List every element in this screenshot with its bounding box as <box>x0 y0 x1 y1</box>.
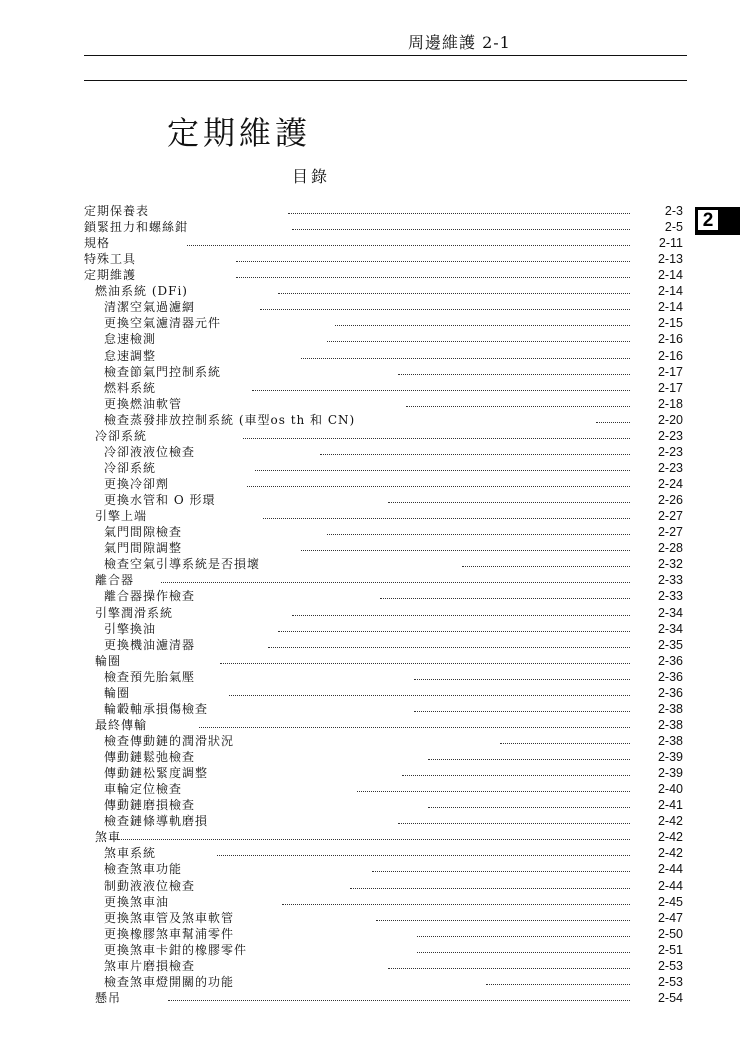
toc-entry-page: 2-44 <box>657 862 683 877</box>
dot-leader <box>278 293 630 294</box>
toc-entry-label: 更換機油濾清器 <box>104 637 196 652</box>
dot-leader <box>292 229 630 230</box>
toc-entry-label: 特殊工具 <box>84 252 137 267</box>
toc-entry[interactable] <box>0 380 740 396</box>
toc-entry-page: 2-36 <box>657 669 683 684</box>
toc-entry-label: 離合器操作檢查 <box>104 589 196 604</box>
toc-entry-page: 2-34 <box>657 605 683 620</box>
toc-entry-label: 檢查鏈條導軌磨損 <box>104 814 209 829</box>
toc-entry[interactable] <box>0 267 740 283</box>
toc-entry[interactable] <box>0 299 740 315</box>
toc-entry-label: 怠速調整 <box>104 348 157 363</box>
toc-entry-page: 2-44 <box>657 878 683 893</box>
toc-entry-label: 冷卻系統 <box>104 460 157 475</box>
toc-entry[interactable] <box>0 572 740 588</box>
dot-leader <box>288 213 630 214</box>
toc-entry-label: 輪圈 <box>104 685 131 700</box>
dot-leader <box>292 615 630 616</box>
toc-entry-label: 冷卻系統 <box>95 428 148 443</box>
toc-entry-label: 輪圈 <box>95 653 122 668</box>
dot-leader <box>335 325 630 326</box>
toc-entry-page: 2-38 <box>657 717 683 732</box>
dot-leader <box>414 679 630 680</box>
toc-entry-page: 2-23 <box>657 444 683 459</box>
dot-leader <box>229 695 630 696</box>
toc-entry-page: 2-28 <box>657 541 683 556</box>
toc-entry-page: 2-36 <box>657 653 683 668</box>
toc-entry-page: 2-42 <box>657 846 683 861</box>
toc-entry-page: 2-17 <box>657 380 683 395</box>
toc-entry-label: 懸吊 <box>95 990 122 1005</box>
toc-entry-page: 2-23 <box>657 460 683 475</box>
toc-entry-label: 檢查蒸發排放控制系統 (車型os th 和 CN) <box>104 412 356 427</box>
toc-entry[interactable] <box>0 460 740 476</box>
toc-entry[interactable] <box>0 653 740 669</box>
toc-entry[interactable] <box>0 331 740 347</box>
toc-entry[interactable] <box>0 621 740 637</box>
toc-entry-label: 煞車系統 <box>104 846 157 861</box>
dot-leader <box>301 358 630 359</box>
dot-leader <box>500 743 630 744</box>
dot-leader <box>486 984 630 985</box>
toc-entry-page: 2-53 <box>657 974 683 989</box>
toc-entry-page: 2-40 <box>657 782 683 797</box>
toc-entry[interactable] <box>0 685 740 701</box>
toc-entry[interactable] <box>0 669 740 685</box>
header-rule-top <box>84 55 687 56</box>
toc-entry-page: 2-35 <box>657 637 683 652</box>
toc-entry[interactable] <box>0 717 740 733</box>
toc-entry-page: 2-45 <box>657 894 683 909</box>
toc-entry-page: 2-20 <box>657 412 683 427</box>
dot-leader <box>350 888 630 889</box>
toc-entry[interactable] <box>0 251 740 267</box>
dot-leader <box>161 582 630 583</box>
dot-leader <box>217 855 630 856</box>
toc-entry-label: 怠速檢測 <box>104 332 157 347</box>
toc-entry[interactable] <box>0 508 740 524</box>
toc-entry[interactable] <box>0 203 740 219</box>
toc-entry-page: 2-18 <box>657 396 683 411</box>
dot-leader <box>247 486 630 487</box>
toc-entry-label: 氣門間隙檢查 <box>104 525 183 540</box>
header-rule-bottom <box>84 80 687 81</box>
dot-leader <box>187 245 630 246</box>
toc-entry-label: 檢查預先胎氣壓 <box>104 669 196 684</box>
dot-leader <box>236 277 630 278</box>
dot-leader <box>388 502 630 503</box>
toc-entry[interactable] <box>0 235 740 251</box>
toc-entry-label: 制動液液位檢查 <box>104 878 196 893</box>
dot-leader <box>168 1000 630 1001</box>
toc-entry-page: 2-17 <box>657 364 683 379</box>
toc-entry-label: 更換煞車管及煞車軟管 <box>104 910 235 925</box>
dot-leader <box>282 904 630 905</box>
toc-entry-page: 2-33 <box>657 589 683 604</box>
toc-entry-label: 檢查煞車功能 <box>104 862 183 877</box>
toc-entry[interactable] <box>0 781 740 797</box>
dot-leader <box>199 727 630 728</box>
toc-entry[interactable] <box>0 315 740 331</box>
dot-leader <box>398 823 630 824</box>
dot-leader <box>417 952 630 953</box>
toc-entry[interactable] <box>0 444 740 460</box>
toc-entry-label: 離合器 <box>95 573 135 588</box>
toc-entry-label: 燃料系統 <box>104 380 157 395</box>
toc-entry[interactable] <box>0 845 740 861</box>
toc-entry[interactable] <box>0 990 740 1006</box>
toc-entry[interactable] <box>0 878 740 894</box>
toc-entry-label: 鎖緊扭力和螺絲鉗 <box>84 220 189 235</box>
toc-entry[interactable] <box>0 942 740 958</box>
toc-entry-label: 引擎上端 <box>95 509 148 524</box>
toc-entry[interactable] <box>0 733 740 749</box>
toc-entry[interactable] <box>0 364 740 380</box>
toc-entry-label: 更換水管和 O 形環 <box>104 493 216 508</box>
dot-leader <box>320 454 630 455</box>
toc-entry-label: 引擎換油 <box>104 621 157 636</box>
toc-entry-label: 檢查傳動鏈的潤滑狀況 <box>104 733 235 748</box>
toc-entry-page: 2-16 <box>657 348 683 363</box>
dot-leader <box>428 807 630 808</box>
toc-heading: 目錄 <box>292 167 331 186</box>
dot-leader <box>402 775 630 776</box>
toc-entry-page: 2-24 <box>657 477 683 492</box>
toc-entry-label: 檢查節氣門控制系統 <box>104 364 222 379</box>
toc-entry-label: 更換煞車卡鉗的橡膠零件 <box>104 942 248 957</box>
dot-leader <box>372 871 630 872</box>
dot-leader <box>596 422 630 423</box>
toc-entry[interactable] <box>0 861 740 877</box>
toc-entry[interactable] <box>0 412 740 428</box>
toc-entry[interactable] <box>0 765 740 781</box>
dot-leader <box>278 631 630 632</box>
toc-entry[interactable] <box>0 219 740 235</box>
dot-leader <box>255 470 630 471</box>
dot-leader <box>263 518 630 519</box>
toc-entry[interactable] <box>0 556 740 572</box>
toc-entry-page: 2-15 <box>657 316 683 331</box>
toc-entry-label: 引擎潤滑系統 <box>95 605 174 620</box>
toc-entry[interactable] <box>0 396 740 412</box>
toc-entry-page: 2-14 <box>657 284 683 299</box>
dot-leader <box>357 791 630 792</box>
toc-entry-page: 2-41 <box>657 798 683 813</box>
toc-entry-label: 傳動鏈磨損檢查 <box>104 798 196 813</box>
toc-entry-page: 2-14 <box>657 268 683 283</box>
dot-leader <box>220 663 630 664</box>
dot-leader <box>414 711 630 712</box>
toc-entry-page: 2-14 <box>657 300 683 315</box>
toc-entry-label: 煞車片磨損檢查 <box>104 958 196 973</box>
toc-entry-label: 定期維護 <box>84 268 137 283</box>
toc-entry-page: 2-39 <box>657 766 683 781</box>
toc-entry[interactable] <box>0 701 740 717</box>
dot-leader <box>406 406 630 407</box>
toc-entry[interactable] <box>0 974 740 990</box>
toc-entry-page: 2-3 <box>664 204 683 218</box>
toc-entry-label: 更換冷卻劑 <box>104 477 170 492</box>
toc-entry-label: 傳動鏈松緊度調整 <box>104 766 209 781</box>
toc-entry-label: 檢查煞車燈開關的功能 <box>104 974 235 989</box>
toc-entry[interactable] <box>0 958 740 974</box>
toc-entry-label: 傳動鏈鬆弛檢查 <box>104 750 196 765</box>
dot-leader <box>428 759 630 760</box>
toc-entry-page: 2-32 <box>657 557 683 572</box>
toc-entry-page: 2-16 <box>657 332 683 347</box>
toc-entry-page: 2-42 <box>657 830 683 845</box>
toc-entry-label: 更換橡膠煞車幫浦零件 <box>104 926 235 941</box>
dot-leader <box>398 374 630 375</box>
toc-entry-label: 冷卻液液位檢查 <box>104 444 196 459</box>
dot-leader <box>268 647 630 648</box>
toc-entry-page: 2-26 <box>657 493 683 508</box>
toc-entry[interactable] <box>0 428 740 444</box>
toc-entry-label: 定期保養表 <box>84 204 150 218</box>
dot-leader <box>462 566 630 567</box>
dot-leader <box>243 438 630 439</box>
toc-entry-label: 煞車 <box>95 830 122 845</box>
toc-entry-page: 2-54 <box>657 990 683 1005</box>
dot-leader <box>376 920 630 921</box>
toc-entry-page: 2-23 <box>657 428 683 443</box>
running-header: 周邊維護 2-1 <box>408 33 511 52</box>
toc-entry[interactable] <box>0 524 740 540</box>
dot-leader <box>388 968 630 969</box>
toc-entry-label: 輪轂軸承損傷檢查 <box>104 701 209 716</box>
dot-leader <box>301 550 630 551</box>
toc-entry-page: 2-42 <box>657 814 683 829</box>
toc-entry-label: 更換煞車油 <box>104 894 170 909</box>
toc-entry-page: 2-39 <box>657 750 683 765</box>
dot-leader <box>417 936 630 937</box>
dot-leader <box>252 390 630 391</box>
toc-entry[interactable] <box>0 492 740 508</box>
chapter-tab-number: 2 <box>697 209 719 231</box>
dot-leader <box>236 261 630 262</box>
toc-entry-label: 更換空氣濾清器元件 <box>104 316 222 331</box>
toc-entry[interactable] <box>0 637 740 653</box>
toc-entry-label: 規格 <box>84 236 111 251</box>
toc-entry-page: 2-50 <box>657 926 683 941</box>
toc-entry-label: 更換燃油軟管 <box>104 396 183 411</box>
toc-entry[interactable] <box>0 283 740 299</box>
chapter-title: 定期維護 <box>167 114 312 152</box>
toc-entry-label: 檢查空氣引導系統是否損壞 <box>104 557 261 572</box>
toc-entry-page: 2-27 <box>657 525 683 540</box>
toc-entry[interactable] <box>0 476 740 492</box>
toc-entry-label: 燃油系統 (DFi) <box>95 284 188 299</box>
toc-entry[interactable] <box>0 749 740 765</box>
toc-entry[interactable] <box>0 540 740 556</box>
toc-entry-page: 2-27 <box>657 509 683 524</box>
toc-entry[interactable] <box>0 797 740 813</box>
dot-leader <box>327 534 630 535</box>
toc-entry-page: 2-36 <box>657 685 683 700</box>
dot-leader <box>110 839 630 840</box>
dot-leader <box>327 341 630 342</box>
toc-entry[interactable] <box>0 829 740 845</box>
toc-entry-page: 2-13 <box>657 252 683 267</box>
toc-entry[interactable] <box>0 910 740 926</box>
dot-leader <box>380 598 630 599</box>
toc-entry[interactable] <box>0 588 740 604</box>
toc-entry[interactable] <box>0 926 740 942</box>
toc-entry[interactable] <box>0 348 740 364</box>
toc-entry[interactable] <box>0 605 740 621</box>
toc-entry-label: 最終傳輸 <box>95 717 148 732</box>
dot-leader <box>260 309 630 310</box>
toc-entry-label: 清潔空氣過濾網 <box>104 300 196 315</box>
toc-entry-page: 2-33 <box>657 573 683 588</box>
toc-entry-page: 2-38 <box>657 701 683 716</box>
toc-entry-label: 氣門間隙調整 <box>104 541 183 556</box>
toc-entry-page: 2-38 <box>657 733 683 748</box>
toc-entry-page: 2-53 <box>657 958 683 973</box>
toc-entry-page: 2-47 <box>657 910 683 925</box>
toc-entry-page: 2-34 <box>657 621 683 636</box>
toc-entry-label: 車輪定位檢查 <box>104 782 183 797</box>
toc-entry[interactable] <box>0 894 740 910</box>
toc-entry-page: 2-5 <box>664 220 683 235</box>
toc-entry-page: 2-11 <box>658 236 683 251</box>
toc-entry-page: 2-51 <box>657 942 683 957</box>
toc-entry[interactable] <box>0 813 740 829</box>
